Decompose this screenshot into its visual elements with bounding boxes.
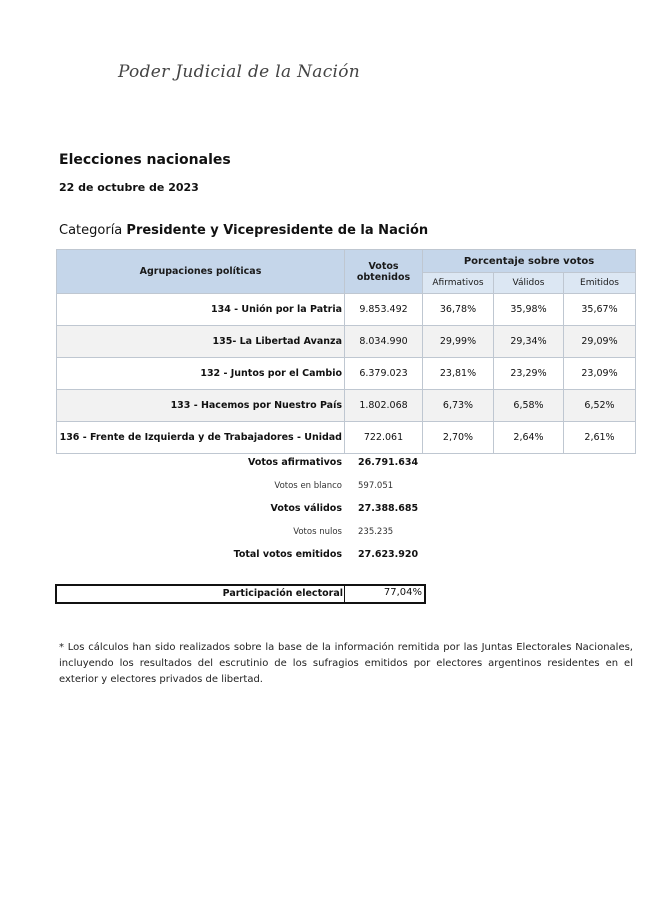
institution-header: Poder Judicial de la Nación — [118, 62, 361, 82]
party-votes: 6.379.023 — [345, 358, 423, 390]
party-name: 132 - Juntos por el Cambio — [57, 358, 345, 390]
summary-label: Votos en blanco — [274, 481, 342, 491]
results-table — [56, 249, 636, 454]
page-title: Elecciones nacionales — [59, 152, 231, 168]
party-votes: 722.061 — [345, 422, 423, 454]
summary-value: 235.235 — [358, 527, 394, 537]
party-name: 134 - Unión por la Patria — [57, 294, 345, 326]
pct-emitidos: 2,61% — [564, 422, 636, 454]
header-emitidos: Emitidos — [564, 273, 636, 294]
table-row — [57, 358, 636, 390]
party-name: 135- La Libertad Avanza — [57, 326, 345, 358]
pct-emitidos: 35,67% — [564, 294, 636, 326]
pct-afirmativos: 23,81% — [423, 358, 494, 390]
summary-label: Votos afirmativos — [247, 457, 342, 468]
summary-label: Votos válidos — [270, 503, 342, 514]
summary-validos — [56, 503, 426, 521]
summary-value: 26.791.634 — [358, 457, 419, 468]
election-date: 22 de octubre de 2023 — [59, 181, 199, 194]
table-row — [57, 326, 636, 358]
summary-afirmativos — [56, 457, 426, 475]
participation-box — [55, 584, 426, 604]
party-name: 136 - Frente de Izquierda y de Trabajadores - Unidad — [57, 422, 345, 454]
summary-label: Votos nulos — [293, 527, 342, 537]
table-row — [57, 390, 636, 422]
pct-afirmativos: 2,70% — [423, 422, 494, 454]
header-afirmativos: Afirmativos — [423, 273, 494, 294]
pct-validos: 29,34% — [494, 326, 564, 358]
pct-afirmativos: 36,78% — [423, 294, 494, 326]
pct-validos: 35,98% — [494, 294, 564, 326]
header-party: Agrupaciones políticas — [57, 250, 345, 294]
pct-emitidos: 29,09% — [564, 326, 636, 358]
summary-value: 27.388.685 — [358, 503, 419, 514]
table-row — [57, 422, 636, 454]
pct-validos: 23,29% — [494, 358, 564, 390]
category-prefix: Categoría — [59, 223, 123, 238]
summary-blanco — [56, 481, 426, 499]
pct-afirmativos: 29,99% — [423, 326, 494, 358]
pct-validos: 2,64% — [494, 422, 564, 454]
table-row — [57, 294, 636, 326]
party-name: 133 - Hacemos por Nuestro País — [57, 390, 345, 422]
participation-divider — [344, 586, 345, 602]
pct-emitidos: 23,09% — [564, 358, 636, 390]
footnote: * Los cálculos han sido realizados sobre la base de la información remitida por las Juntas Electorales Nacionales, incluyendo los resultados del escrutinio de los sufragios emitidos por electores argentinos residentes en el exterior y electores privados de libertad. — [59, 642, 633, 685]
summary-label: Total votos emitidos — [233, 549, 342, 560]
pct-afirmativos: 6,73% — [423, 390, 494, 422]
pct-validos: 6,58% — [494, 390, 564, 422]
header-percentage-group: Porcentaje sobre votos — [423, 250, 636, 273]
header-votes: Votos obtenidos — [345, 250, 423, 294]
participation-label: Participación electoral — [222, 588, 343, 599]
header-validos: Válidos — [494, 273, 564, 294]
summary-value: 27.623.920 — [358, 549, 419, 560]
party-votes: 8.034.990 — [345, 326, 423, 358]
party-votes: 9.853.492 — [345, 294, 423, 326]
category-name: Presidente y Vicepresidente de la Nación — [126, 223, 429, 238]
participation-value: 77,04% — [383, 587, 422, 598]
pct-emitidos: 6,52% — [564, 390, 636, 422]
summary-total-emitidos — [56, 549, 426, 567]
summary-value: 597.051 — [358, 481, 394, 491]
summary-nulos — [56, 527, 426, 545]
category-line — [59, 223, 428, 238]
party-votes: 1.802.068 — [345, 390, 423, 422]
